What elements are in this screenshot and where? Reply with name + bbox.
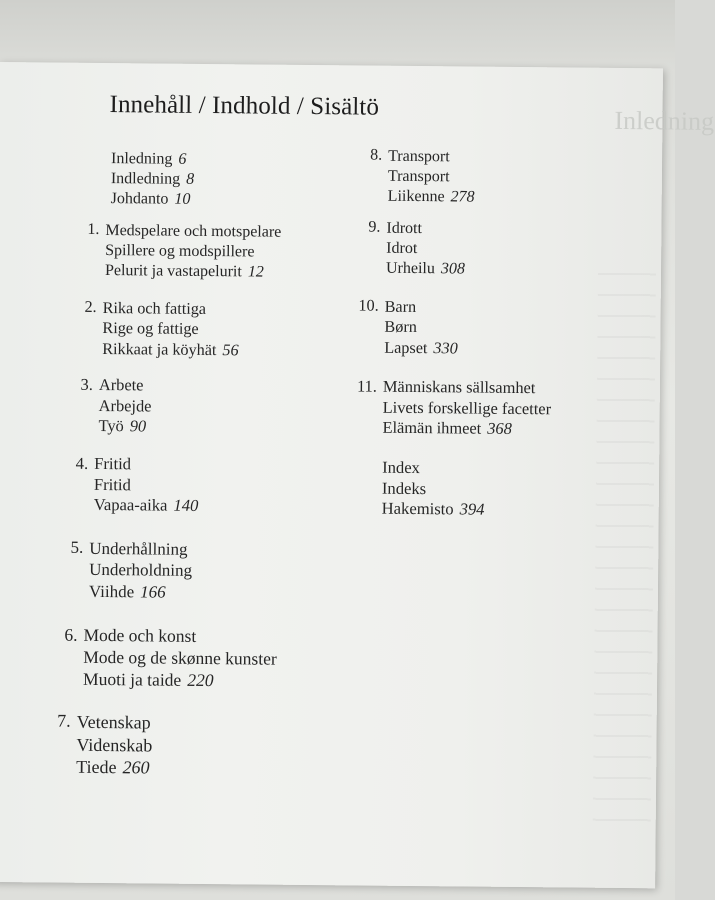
finnish-title: Johdanto 10 (110, 190, 191, 208)
swedish-title: Arbete (98, 374, 144, 395)
show-through-heading: Inledning (614, 105, 715, 136)
toc-entry-chapter-5 (70, 537, 199, 603)
swedish-title: Medspelare och motspelare (105, 222, 282, 241)
page-number: 10 (174, 190, 191, 208)
page-number: 260 (122, 757, 150, 778)
swedish-title: Vetenskap (76, 711, 151, 733)
danish-title: Spillere og modspillere (105, 242, 255, 261)
finnish-title: Rikkaat ja köyhät 56 (102, 339, 239, 359)
page-number: 90 (129, 416, 147, 436)
toc-entry-introduction (111, 149, 195, 210)
danish-title: Børn (384, 317, 417, 337)
danish-title: Arbejde (98, 395, 152, 415)
danish-title: Mode og de skønne kunster (83, 646, 277, 669)
danish-title: Rige og fattige (102, 319, 199, 339)
chapter-number: 2. (84, 297, 97, 316)
swedish-title: Underhållning (89, 538, 188, 559)
page-number: 56 (222, 340, 239, 359)
finnish-title: Liikenne 278 (387, 187, 475, 206)
finnish-title: Hakemisto 394 (381, 499, 485, 520)
chapter-number: 11. (356, 376, 377, 396)
chapter-number: 5. (70, 537, 84, 557)
contents-page (0, 62, 715, 888)
page-number: 278 (450, 188, 475, 206)
toc-entry-chapter-8 (370, 146, 475, 208)
page-number: 308 (440, 260, 465, 278)
danish-title: Livets forskellige facetter (382, 397, 552, 418)
toc-entry-chapter-9 (368, 218, 465, 280)
toc-entry-chapter-4 (75, 453, 199, 517)
page-number: 140 (173, 496, 199, 516)
danish-title: Idrot (386, 239, 418, 258)
toc-entry-index (382, 458, 485, 521)
swedish-title: Rika och fattiga (102, 298, 207, 318)
danish-title: Indledning 8 (110, 170, 195, 188)
toc-entry-chapter-2 (84, 297, 239, 360)
danish-title: Indeks (381, 478, 427, 498)
swedish-title: Människans sällsamhet (382, 376, 536, 398)
finnish-title: Viihde 166 (88, 581, 166, 602)
chapter-number: 1. (87, 220, 100, 238)
danish-title: Videnskab (76, 734, 153, 755)
finnish-title: Lapset 330 (384, 338, 458, 357)
page-number: 394 (459, 499, 485, 520)
page-number: 12 (247, 263, 264, 281)
finnish-title: Urheilu 308 (385, 259, 465, 278)
page-number: 6 (178, 150, 187, 168)
chapter-number: 10. (358, 296, 379, 315)
toc-entry-chapter-7 (57, 710, 159, 779)
danish-title: Fritid (93, 474, 131, 495)
finnish-title: Työ 90 (98, 415, 147, 436)
chapter-number: 7. (57, 710, 71, 731)
swedish-title: Fritid (94, 453, 132, 474)
page-number: 8 (186, 170, 195, 188)
page-title: Innehåll / Indhold / Sisältö (109, 91, 380, 121)
toc-entry-chapter-6 (64, 624, 283, 693)
toc-entry-chapter-1 (87, 220, 288, 283)
page-number: 330 (433, 338, 458, 357)
swedish-title: Inledning 6 (110, 150, 187, 168)
finnish-title: Tiede 260 (76, 756, 150, 778)
swedish-title: Mode och konst (83, 624, 197, 646)
show-through-text (593, 273, 656, 834)
danish-title: Underholdning (89, 560, 193, 581)
finnish-title: Vapaa-aika 140 (93, 495, 199, 516)
chapter-number: 8. (370, 146, 383, 164)
danish-title: Transport (387, 167, 450, 186)
finnish-title: Muoti ja taide 220 (82, 668, 214, 690)
toc-entry-chapter-11 (356, 376, 557, 440)
page-number: 368 (487, 418, 512, 438)
page-number: 166 (140, 581, 166, 602)
swedish-title: Index (382, 457, 421, 478)
chapter-number: 3. (80, 374, 94, 394)
page-number: 220 (187, 669, 214, 690)
swedish-title: Barn (384, 297, 417, 317)
swedish-title: Transport (388, 147, 450, 166)
chapter-number: 9. (368, 218, 381, 236)
toc-entry-chapter-10 (358, 296, 458, 358)
finnish-title: Pelurit ja vastapelurit 12 (104, 262, 264, 281)
chapter-number: 4. (75, 453, 89, 473)
toc-entry-chapter-3 (80, 374, 157, 437)
finnish-title: Elämän ihmeet 368 (382, 417, 512, 438)
swedish-title: Idrott (386, 219, 423, 238)
chapter-number: 6. (64, 624, 78, 645)
